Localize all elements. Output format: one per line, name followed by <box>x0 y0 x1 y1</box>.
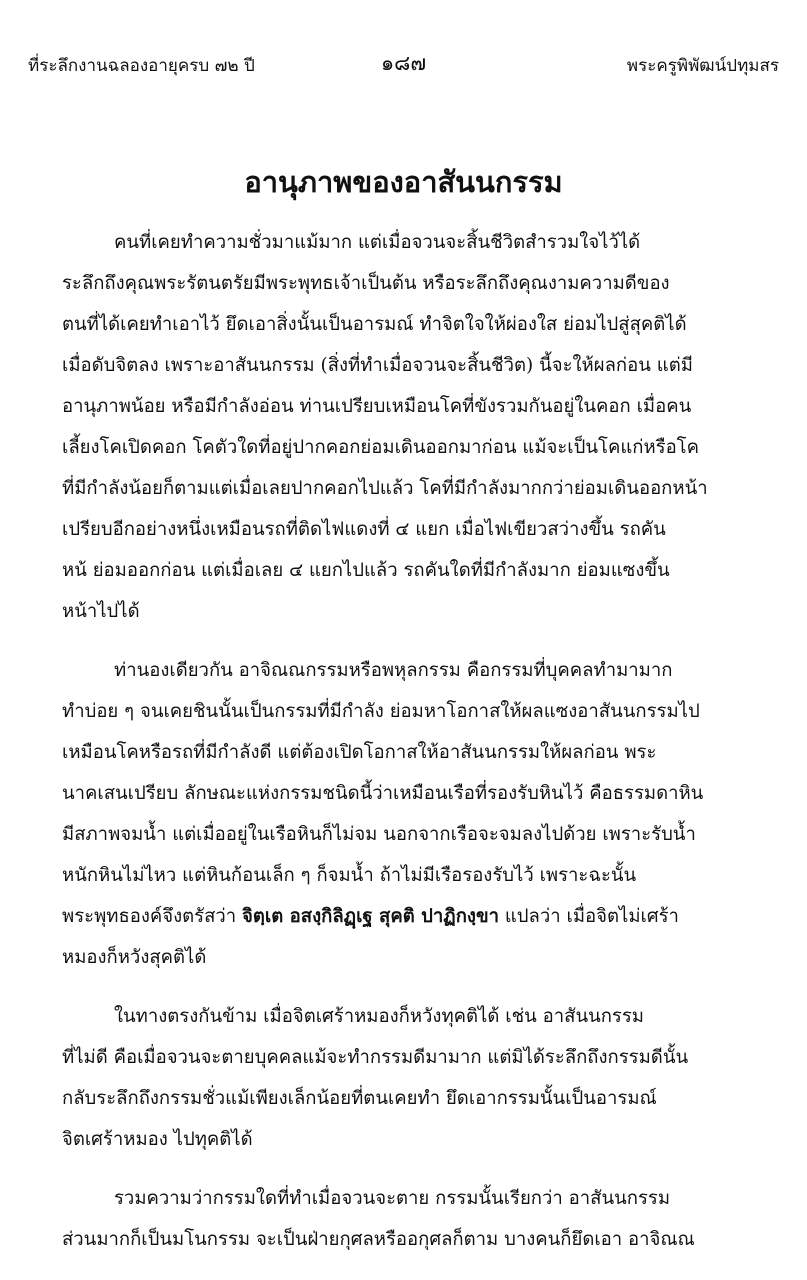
text-line: ที่มีกำลังน้อยก็ตามแต่เมื่อเลยปากคอกไปแล้ว โคที่มีกำลังมากกว่าย่อมเดินออกหน้า <box>62 478 708 499</box>
paragraph-2 <box>62 650 738 978</box>
text-line: ตนที่ได้เคยทำเอาไว้ ยึดเอาสิ่งนั้นเป็นอารมณ์ ทำจิตใจให้ผ่องใส ย่อมไปสู่สุคติได้ <box>62 314 687 335</box>
text-line: หมองก็หวังสุคติได้ <box>62 947 207 968</box>
text-line: กลับระลึกถึงกรรมชั่วแม้เพียงเล็กน้อยที่ตนเคยทำ ยึดเอากรรมนั้นเป็นอารมณ์ <box>62 1088 657 1109</box>
text-line: อานุภาพน้อย หรือมีกำลังอ่อน ท่านเปรียบเหมือนโคที่ขังรวมกันอยู่ในคอก เมื่อคน <box>62 396 692 417</box>
text-line: หน้ ย่อมออกก่อน แต่เมื่อเลย ๔ แยกไปแล้ว รถคันใดที่มีกำลังมาก ย่อมแซงขึ้น <box>62 560 670 581</box>
text-line: หน้าไปได้ <box>62 601 140 622</box>
text-line: เมื่อดับจิตลง เพราะอาสันนกรรม (สิ่งที่ทำเมื่อจวนจะสิ้นชีวิต) นี้จะให้ผลก่อน แต่มี <box>62 355 693 376</box>
text-line: เหมือนโคหรือรถที่มีกำลังดี แต่ต้องเปิดโอกาสให้อาสันนกรรมให้ผลก่อน พระ <box>62 742 657 763</box>
text-line: ในทางตรงกันข้าม เมื่อจิตเศร้าหมองก็หวังทุคติได้ เช่น อาสันนกรรม <box>114 1006 645 1027</box>
text-line: หนักหินไม่ไหว แต่หินก้อนเล็ก ๆ ก็จมน้ำ ถ้าไม่มีเรือรองรับไว้ เพราะฉะนั้น <box>62 865 637 886</box>
pali-quote: จิตฺเต อสงฺกิลิฏฺเฐ สุคติ ปาฏิกงฺขา <box>242 906 499 927</box>
text-line-with-pali-quote <box>62 896 738 937</box>
text-line: เลี้ยงโคเปิดคอก โคตัวใดที่อยู่ปากคอกย่อมเดินออกมาก่อน แม้จะเป็นโคแก่หรือโค <box>62 437 699 458</box>
text-line: นาคเสนเปรียบ ลักษณะแห่งกรรมชนิดนี้ว่าเหมือนเรือที่รองรับหินไว้ คือธรรมดาหิน <box>62 783 704 804</box>
body-text <box>62 222 738 1278</box>
text-line: รวมความว่ากรรมใดที่ทำเมื่อจวนจะตาย กรรมนั้นเรียกว่า อาสันนกรรม <box>114 1188 671 1209</box>
text-line: ส่วนมากก็เป็นมโนกรรม จะเป็นฝ่ายกุศลหรืออกุศลก็ตาม บางคนก็ยึดเอา อาจิณณ <box>62 1229 695 1250</box>
text-line: จิตเศร้าหมอง ไปทุคติได้ <box>62 1129 253 1150</box>
text-line: คนที่เคยทำความชั่วมาแม้มาก แต่เมื่อจวนจะสิ้นชีวิตสำรวมใจไว้ได้ <box>114 232 641 253</box>
quote-prefix: พระพุทธองค์จึงตรัสว่า <box>62 906 243 927</box>
page-number: ๑๘๗ <box>380 51 427 75</box>
text-line: เปรียบอีกอย่างหนึ่งเหมือนรถที่ติดไฟแดงที่ ๔ แยก เมื่อไฟเขียวสว่างขึ้น รถคัน <box>62 519 666 540</box>
text-line: ทำบ่อย ๆ จนเคยชินนั้นเป็นกรรมที่มีกำลัง ย่อมหาโอกาสให้ผลแซงอาสันนกรรมไป <box>62 701 700 722</box>
paragraph-3 <box>62 996 738 1160</box>
chapter-title: อานุภาพของอาสันนกรรม <box>244 165 563 199</box>
paragraph-4 <box>62 1178 738 1260</box>
page-header <box>28 52 779 80</box>
header-book-title: ที่ระลึกงานฉลองอายุครบ ๗๒ ปี <box>28 56 255 76</box>
quote-suffix: แปลว่า เมื่อจิตไม่เศร้า <box>499 906 679 927</box>
text-line: มีสภาพจมน้ำ แต่เมื่ออยู่ในเรือหินก็ไม่จม นอกจากเรือจะจมลงไปด้วย เพราะรับน้ำ <box>62 824 696 845</box>
paragraph-1 <box>62 222 738 632</box>
text-line: ที่ไม่ดี คือเมื่อจวนจะตายบุคคลแม้จะทำกรรมดีมามาก แต่มิได้ระลึกถึงกรรมดีนั้น <box>62 1047 689 1068</box>
header-author: พระครูพิพัฒน์ปทุมสร <box>626 56 779 76</box>
text-line: ระลึกถึงคุณพระรัตนตรัยมีพระพุทธเจ้าเป็นต้น หรือระลึกถึงคุณงามความดีของ <box>62 273 670 294</box>
text-line: ท่านองเดียวกัน อาจิณณกรรมหรือพหุลกรรม คือกรรมที่บุคคลทำมามาก <box>114 660 673 681</box>
